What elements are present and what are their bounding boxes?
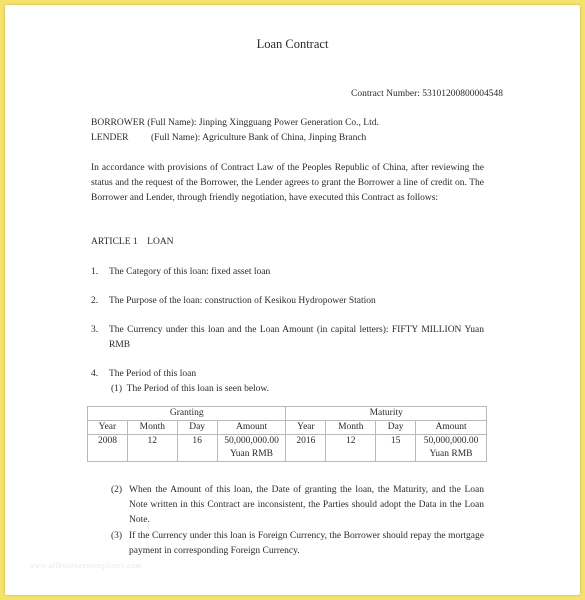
column-header: Year	[286, 421, 326, 435]
item-number-3: 3.	[91, 325, 99, 335]
sub-item-number-2: (2)	[111, 485, 123, 495]
sub-item-1: (1) The Period of this loan is seen below.	[111, 384, 270, 394]
sub-item-number-3: (3)	[111, 531, 123, 541]
table-cell: 15	[376, 435, 416, 462]
table-row	[88, 435, 487, 462]
borrower-line: BORROWER (Full Name): Jinping Xingguang Power Generation Co., Ltd.	[91, 118, 379, 128]
lender-label: LENDER	[91, 133, 129, 143]
document-title: Loan Contract	[256, 37, 329, 51]
sub-item-3: If the Currency under this loan is Foreign Currency, the Borrower should repay the mortgage payment in corresponding Foreign Currency.	[129, 531, 484, 556]
item-text-4: The Period of this loan	[109, 369, 197, 379]
item-number-2: 2.	[91, 296, 99, 306]
table-cell: 50,000,000.00 Yuan RMB	[416, 435, 487, 462]
intro-paragraph: In accordance with provisions of Contract Law of the Peoples Republic of China, after reviewing the status and the request of the Borrower, the Lender agrees to grant the Borrower a line of credit on. The Borrower and Lender, through friendly negotiation, have executed this Contract as follows:	[91, 163, 484, 203]
maturity-header: Maturity	[286, 407, 487, 421]
item-text-1: The Category of this loan: fixed asset loan	[109, 267, 271, 277]
column-header: Day	[376, 421, 416, 435]
contract-number: Contract Number: 53101200800004548	[351, 89, 503, 99]
loan-period-table	[87, 406, 487, 462]
column-header: Day	[177, 421, 217, 435]
table-cell: 50,000,000.00 Yuan RMB	[217, 435, 286, 462]
item-number-1: 1.	[91, 267, 99, 277]
table-cell: 12	[127, 435, 177, 462]
sub-item-2: When the Amount of this loan, the Date of granting the loan, the Maturity, and the Loan Note written in this Contract are inconsistent, the Parties should adopt the Data in the Loan Note.	[129, 485, 484, 525]
table-cell: 2016	[286, 435, 326, 462]
table-cell: 12	[326, 435, 376, 462]
column-header: Amount	[416, 421, 487, 435]
column-header: Year	[88, 421, 128, 435]
article-heading: ARTICLE 1 LOAN	[91, 237, 174, 247]
item-text-3: The Currency under this loan and the Loan Amount (in capital letters): FIFTY MILLION Yuan RMB	[109, 325, 484, 350]
column-header: Amount	[217, 421, 286, 435]
table-cell: 2008	[88, 435, 128, 462]
column-header: Month	[127, 421, 177, 435]
table-cell: 16	[177, 435, 217, 462]
item-number-4: 4.	[91, 369, 99, 379]
granting-header: Granting	[88, 407, 286, 421]
column-header: Month	[326, 421, 376, 435]
watermark-text: www.allbusinesstemplates.com	[29, 561, 142, 570]
document-page	[5, 5, 580, 595]
item-text-2: The Purpose of the loan: construction of Kesikou Hydropower Station	[109, 296, 376, 306]
lender-value: (Full Name): Agriculture Bank of China, Jinping Branch	[151, 133, 367, 143]
